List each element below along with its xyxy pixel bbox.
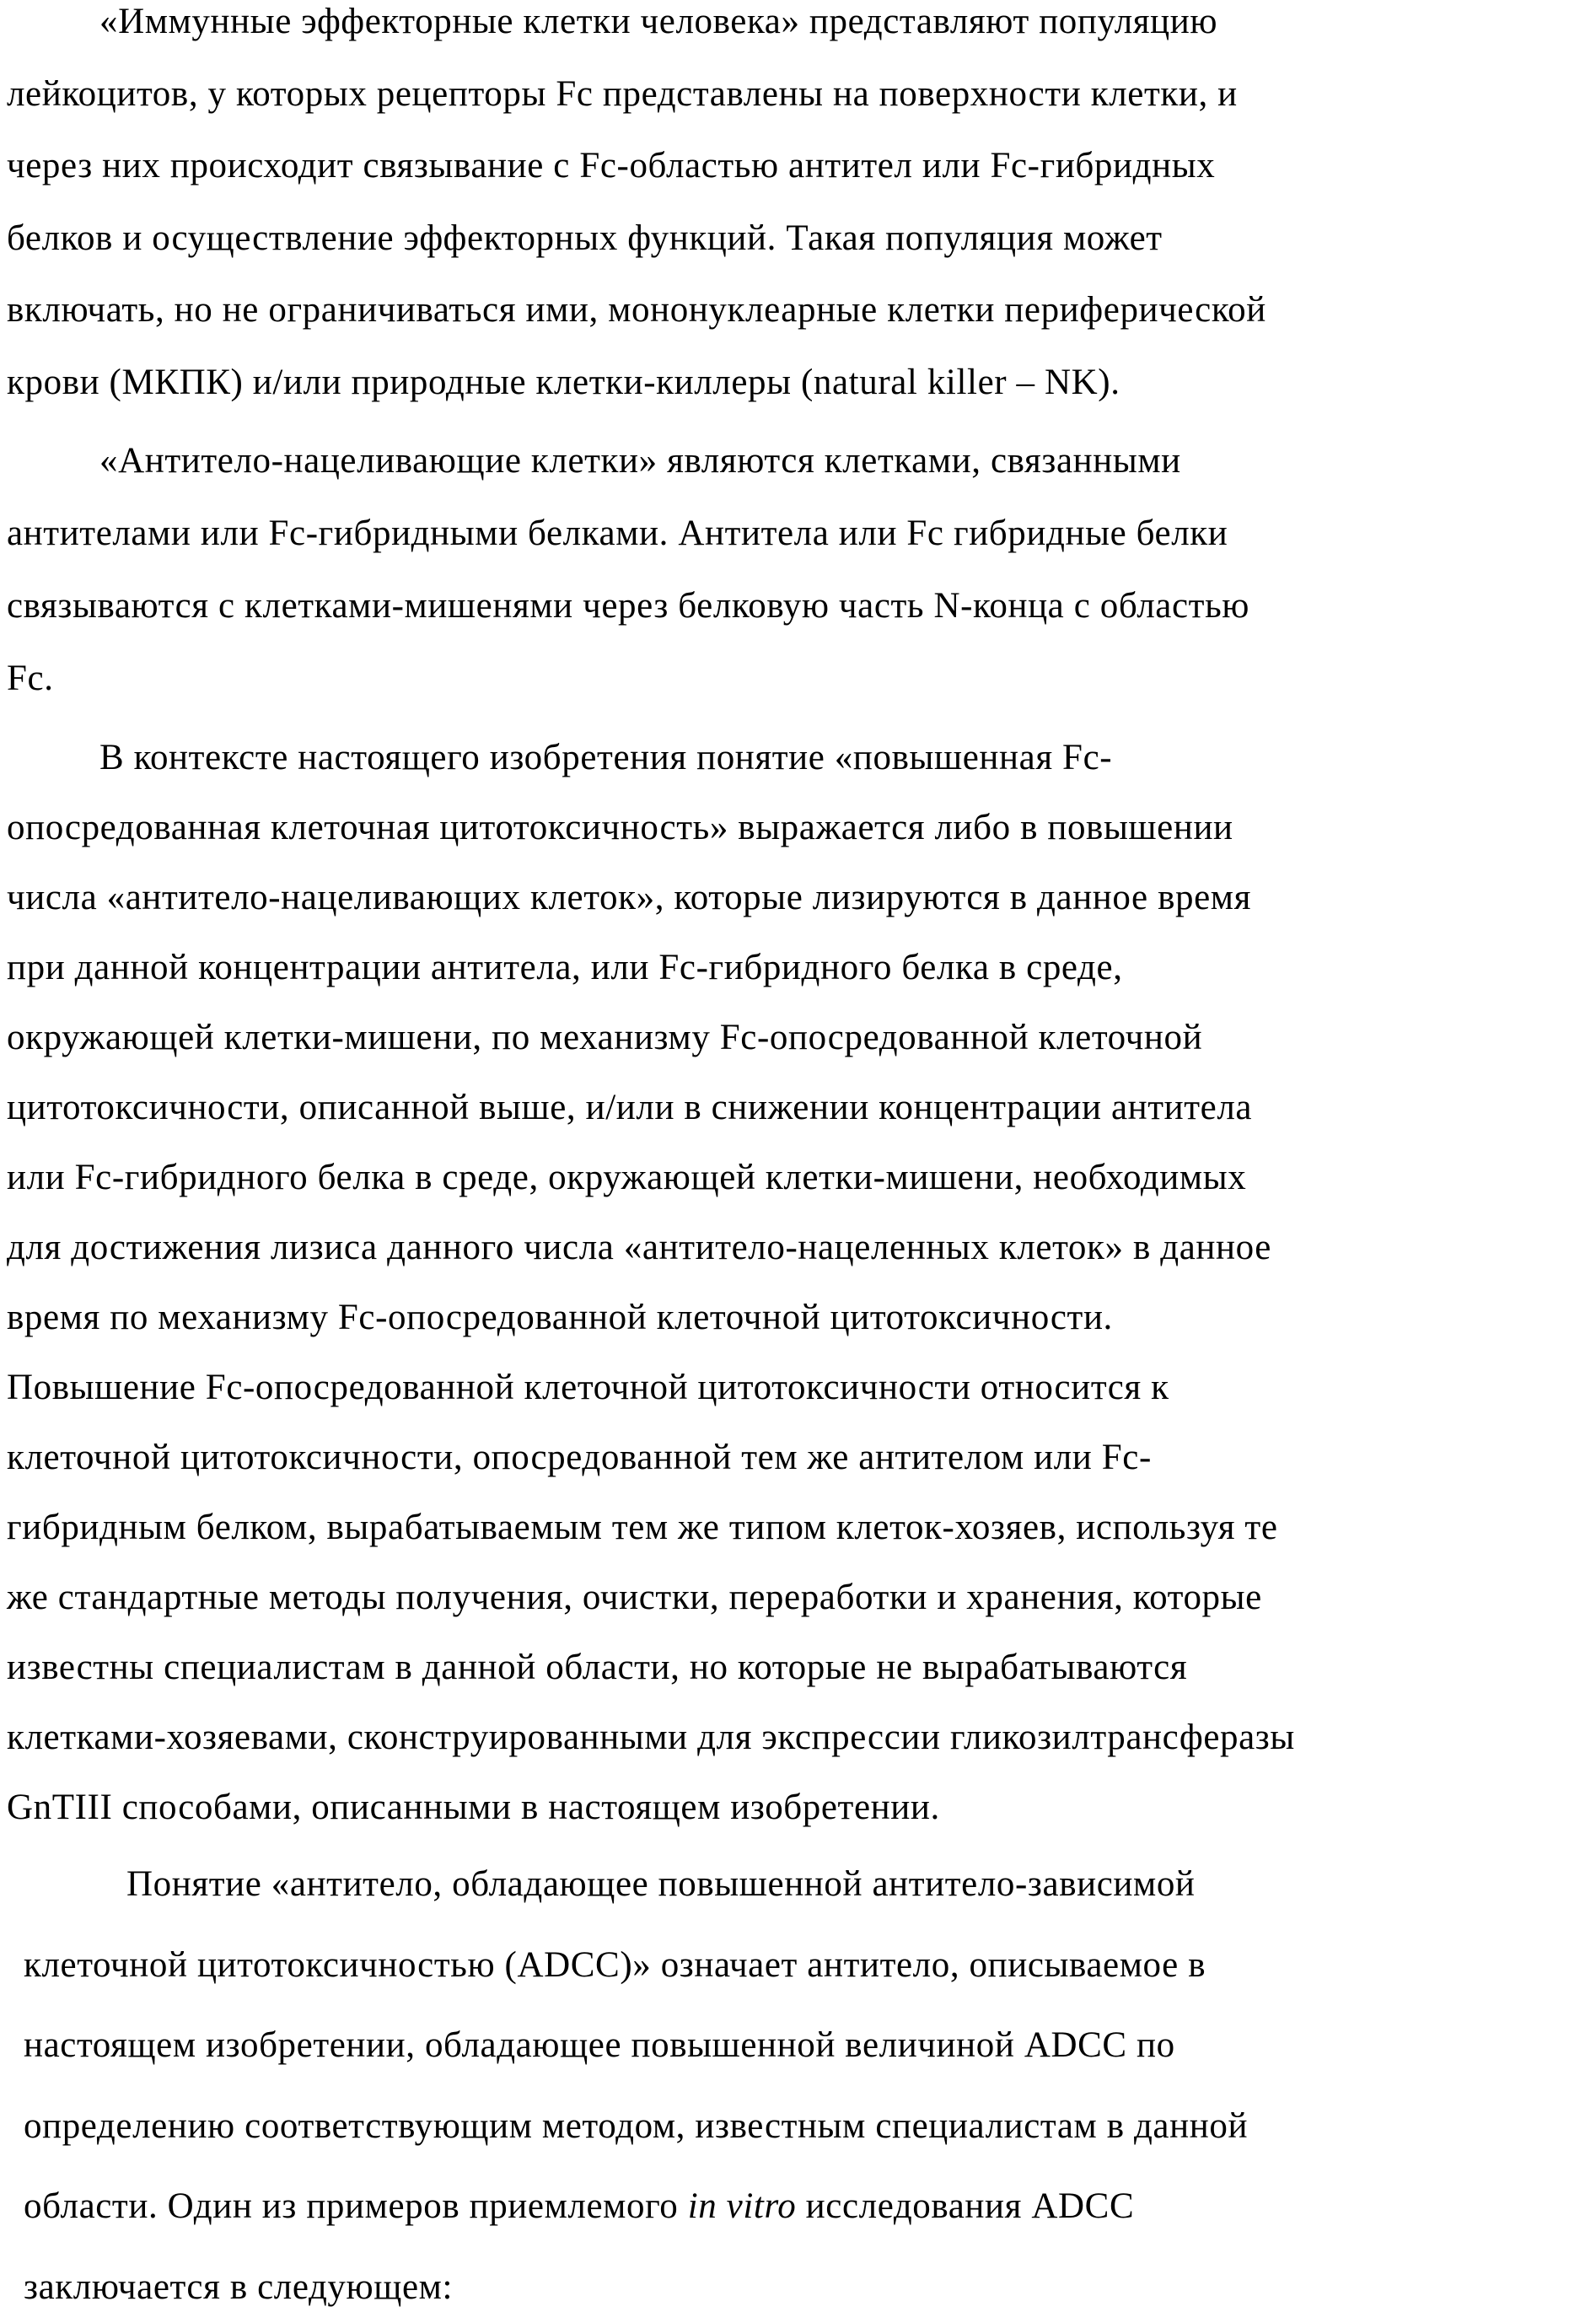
text-line: «Иммунные эффекторные клетки человека» представляют популяцию xyxy=(99,1,1217,43)
text-line: время по механизму Fc-опосредованной клеточной цитотоксичности. xyxy=(7,1297,1113,1339)
text-line: Понятие «антитело, обладающее повышенной антитело-зависимой xyxy=(126,1863,1196,1906)
text-line: известны специалистам в данной области, но которые не вырабатываются xyxy=(7,1647,1187,1689)
text-line: Fc. xyxy=(7,658,54,700)
text-line: GnTIII способами, описанными в настоящем изобретении. xyxy=(7,1787,940,1829)
text-line: клетками-хозяевами, сконструированными для экспрессии гликозилтрансферазы xyxy=(7,1717,1295,1759)
text-line xyxy=(24,2186,1134,2228)
text-line: В контексте настоящего изобретения понятие «повышенная Fc- xyxy=(99,737,1112,779)
text-line: гибридным белком, вырабатываемым тем же типом клеток-хозяев, используя те xyxy=(7,1507,1278,1549)
text-line: антителами или Fc-гибридными белками. Антитела или Fc гибридные белки xyxy=(7,513,1228,555)
text-line: или Fc-гибридного белка в среде, окружающей клетки-мишени, необходимых xyxy=(7,1157,1246,1199)
text-line: «Антитело-нацеливающие клетки» являются клетками, связанными xyxy=(99,440,1181,482)
text-segment: области. Один из примеров приемлемого xyxy=(24,2186,688,2226)
text-line: лейкоцитов, у которых рецепторы Fc представлены на поверхности клетки, и xyxy=(7,73,1238,116)
text-line: для достижения лизиса данного числа «антитело-нацеленных клеток» в данное xyxy=(7,1227,1271,1269)
text-line: цитотоксичности, описанной выше, и/или в снижении концентрации антитела xyxy=(7,1087,1252,1129)
text-line: окружающей клетки-мишени, по механизму Fc-опосредованной клеточной xyxy=(7,1017,1202,1059)
text-line: при данной концентрации антитела, или Fc-гибридного белка в среде, xyxy=(7,947,1123,989)
text-segment: исследования ADCC xyxy=(796,2186,1134,2226)
text-line: настоящем изобретении, обладающее повышенной величиной ADCC по xyxy=(24,2024,1175,2067)
text-line: Повышение Fc-опосредованной клеточной цитотоксичности относится к xyxy=(7,1367,1169,1409)
text-line: включать, но не ограничиваться ими, мононуклеарные клетки периферической xyxy=(7,289,1266,331)
text-line: же стандартные методы получения, очистки, переработки и хранения, которые xyxy=(7,1577,1262,1619)
text-line: клеточной цитотоксичностью (ADCC)» означает антитело, описываемое в xyxy=(24,1944,1206,1987)
text-line: опосредованная клеточная цитотоксичность» выражается либо в повышении xyxy=(7,807,1233,849)
text-line: числа «антитело-нацеливающих клеток», которые лизируются в данное время xyxy=(7,877,1251,919)
text-line: связываются с клетками-мишенями через белковую часть N-конца с областью xyxy=(7,585,1249,627)
text-line: клеточной цитотоксичности, опосредованной тем же антителом или Fc- xyxy=(7,1437,1152,1479)
text-line: через них происходит связывание с Fc-областью антител или Fc-гибридных xyxy=(7,145,1215,187)
text-line: заключается в следующем: xyxy=(24,2266,453,2309)
text-line: белков и осуществление эффекторных функций. Такая популяция может xyxy=(7,218,1163,260)
text-line: крови (МКПК) и/или природные клетки-киллеры (natural killer – NK). xyxy=(7,362,1120,404)
text-line: определению соответствующим методом, известным специалистам в данной xyxy=(24,2105,1248,2148)
document-page xyxy=(0,0,1596,2312)
italic-term: in vitro xyxy=(688,2186,797,2226)
